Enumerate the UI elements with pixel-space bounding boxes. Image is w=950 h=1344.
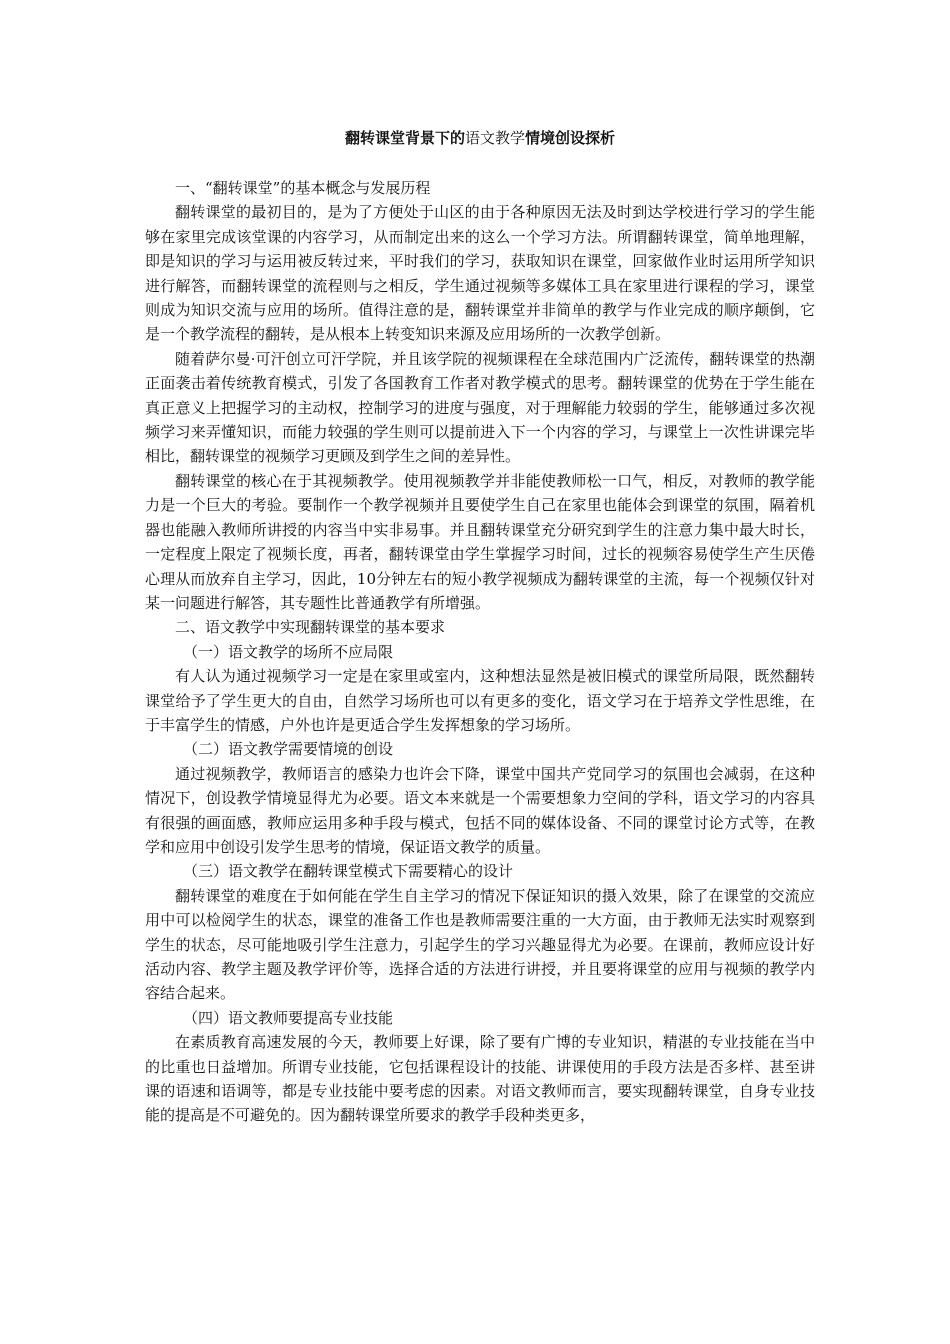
section-1-paragraph-1: 翻转课堂的最初目的，是为了方便处于山区的由于各种原因无法及时到达学校进行学习的学生能够在家里完成该堂课的内容学习，从而制定出来的这么一个学习方法。所谓翻转课堂，简单地理解，即是知识的学习与运用被反转过来，平时我们的学习，获取知识在课堂，回家做作业时运用所学知识进行解答，而翻转课堂的流程则与之相反，学生通过视频等多媒体工具在家里进行课程的学习，课堂则成为知识交流与应用的场所。值得注意的是，翻转课堂并非简单的教学与作业完成的顺序颠倒，它是一个教学流程的翻转，是从根本上转变知识来源及应用场所的一次教学创新。 (145, 203, 815, 344)
subsection-4-paragraph: 在素质教育高速发展的今天，教师要上好课，除了要有广博的专业知识，精湛的专业技能在当中的比重也日益增加。所谓专业技能，它包括课程设计的技能、讲课使用的手段方法是否多样、甚至讲课的语速和语调等，都是专业技能中要考虑的因素。对语文教师而言，要实现翻转课堂，自身专业技能的提高是不可避免的。因为翻转课堂所要求的教学手段种类更多， (145, 1033, 815, 1125)
subsection-2-paragraph: 通过视频教学，教师语言的感染力也许会下降，课堂中国共产党同学习的氛围也会减弱，在这种情况下，创设教学情境显得尤为必要。语文本来就是一个需要想象力空间的学科，语文学习的内容具有很强的画面感，教师应运用多种手段与模式，包括不同的媒体设备、不同的课堂讨论方式等，在教学和应用中创设引发学生思考的情境，保证语文教学的质量。 (145, 764, 815, 856)
title-part-3: 情境创设探析 (525, 129, 616, 147)
section-1-heading: 一、“翻转课堂”的基本概念与发展历程 (175, 179, 431, 197)
section-2-heading: 二、语文教学中实现翻转课堂的基本要求 (175, 618, 446, 637)
title-part-2: 语文教学 (464, 129, 525, 147)
subsection-1-heading: （一）语文教学的场所不应局限 (183, 642, 394, 661)
subsection-3-paragraph: 翻转课堂的难度在于如何能在学生自主学习的情况下保证知识的摄入效果，除了在课堂的交流应用中可以检阅学生的状态，课堂的准备工作也是教师需要注重的一大方面，由于教师无法实时观察到学生的状态，尽可能地吸引学生注意力，引起学生的学习兴趣显得尤为必要。在课前，教师应设计好活动内容、教学主题及教学评价等，选择合适的方法进行讲授，并且要将课堂的应用与视频的教学内容结合起来。 (145, 886, 815, 1003)
section-1-paragraph-2: 随着萨尔曼·可汗创立可汗学院，并且该学院的视频课程在全球范围内广泛流传，翻转课堂的热潮正面袭击着传统教育模式，引发了各国教育工作者对教学模式的思考。翻转课堂的优势在于学生能在真正意义上把握学习的主动权，控制学习的进度与强度，对于理解能力较弱的学生，能够通过多次视频学习来弄懂知识，而能力较强的学生则可以提前进入下一个内容的学习，与课堂上一次性讲课完毕相比，翻转课堂的视频学习更顾及到学生之间的差异性。 (145, 349, 815, 466)
section-1-paragraph-3: 翻转课堂的核心在于其视频教学。使用视频教学并非能使教师松一口气，相反，对教师的教学能力是一个巨大的考验。要制作一个教学视频并且要使学生自己在家里也能体会到课堂的氛围，隔着机器也能融入教师所讲授的内容当中实非易事。并且翻转课堂充分研究到学生的注意力集中最大时长，一定程度上限定了视频长度，再者，翻转课堂由学生掌握学习时间，过长的视频容易使学生产生厌倦心理从而放弃自主学习，因此，10分钟左右的短小教学视频成为翻转课堂的主流，每一个视频仅针对某一问题进行解答，其专题性比普通教学有所增强。 (145, 471, 815, 612)
title-part-1: 翻转课堂背景下的 (344, 129, 465, 147)
document-title (145, 127, 815, 149)
subsection-4-heading: （四）语文教师要提高专业技能 (183, 1008, 394, 1027)
subsection-2-heading: （二）语文教学需要情境的创设 (183, 740, 394, 759)
document-body (145, 127, 815, 1128)
subsection-3-heading: （三）语文教学在翻转课堂模式下需要精心的设计 (183, 862, 514, 881)
subsection-1-paragraph: 有人认为通过视频学习一定是在家里或室内，这种想法显然是被旧模式的课堂所局限，既然翻转课堂给予了学生更大的自由，自然学习场所也可以有更多的变化，语文学习在于培养文学性思维，在于丰富学生的情感，户外也许是更适合学生发挥想象的学习场所。 (145, 667, 815, 734)
